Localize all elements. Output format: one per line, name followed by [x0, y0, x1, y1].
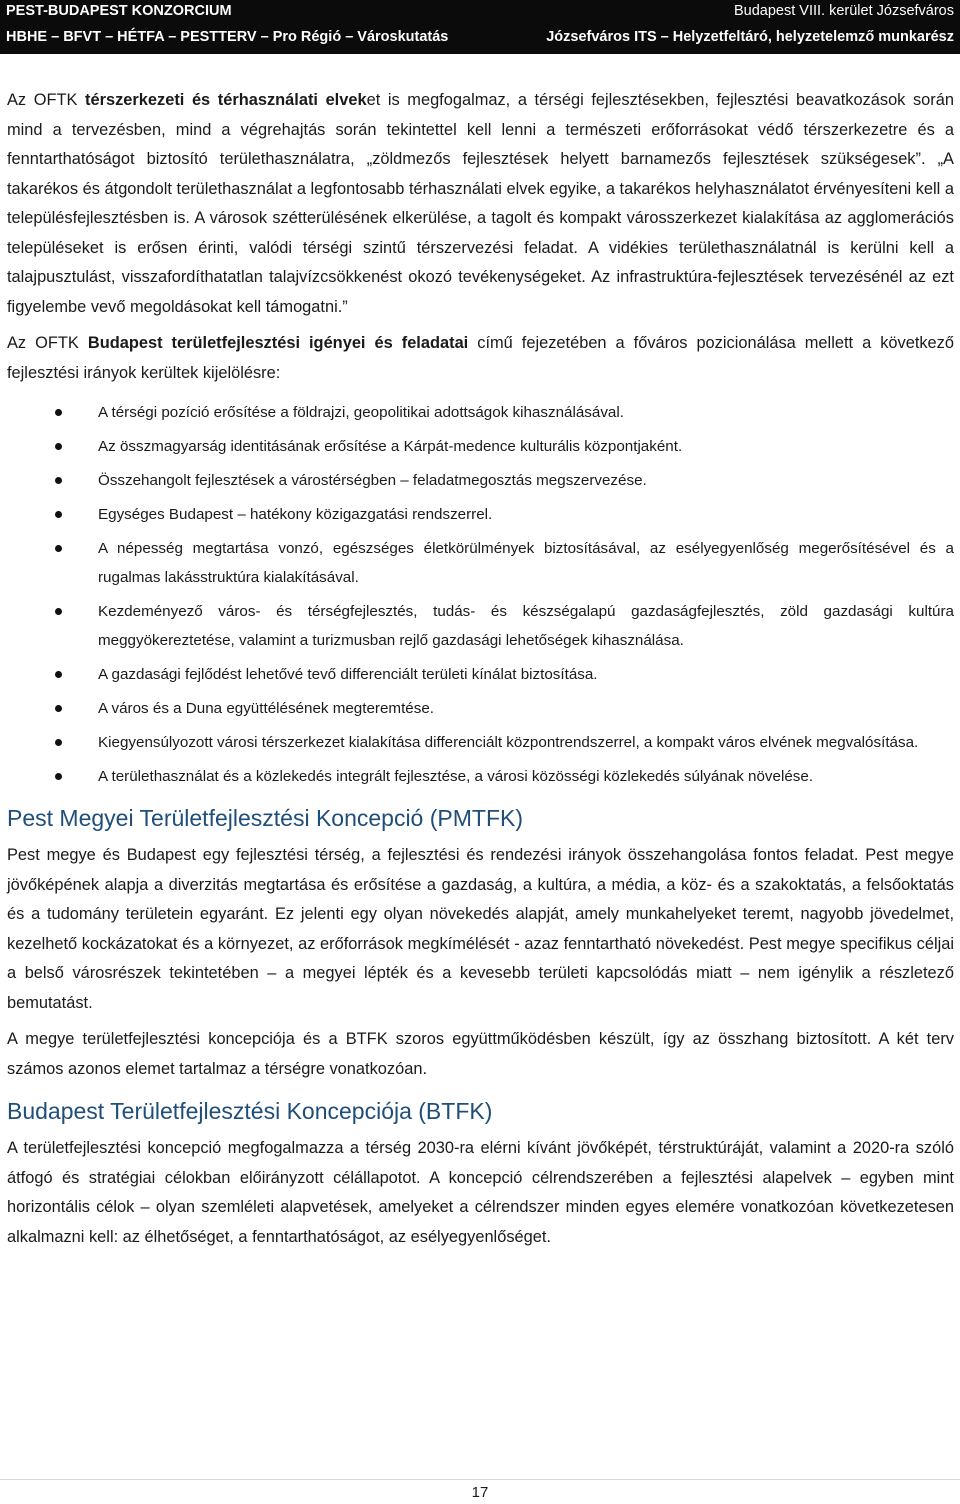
document-part: Józsefváros ITS – Helyzetfeltáró, helyzetelemző munkarész: [546, 29, 954, 45]
list-item-text: A népesség megtartása vonzó, egészséges életkörülmények biztosításával, az esélyegyenlőség megerősítésével és a rugalmas lakásstruktúra kialakításával.: [98, 540, 954, 586]
consortium-members: HBHE – BFVT – HÉTFA – PESTTERV – Pro Régió – Városkutatás: [6, 29, 449, 45]
list-item-text: A gazdasági fejlődést lehetővé tevő differenciált területi kínálat biztosítása.: [98, 666, 598, 683]
text-run: et is megfogalmaz, a térségi fejlesztésekben, fejlesztési beavatkozások során mind a tervezésben, mind a végrehajtás során tekintettel kell lenni a természeti erőforrásokat védő térszerkezetre és a fenntarthatóságot biztosító területhasználatra, „zöldmezős fejlesztések helyett barnamezős fejlesztések szükségesek”. „A takarékos és átgondolt területhasználat a legfontosabb térhasználati elvek egyike, a takarékos helyhasználatot érvényesíteni kell a településfejlesztésben is. A városok szétterülésének elkerülése, a tagolt és kompakt városszerkezet kialakítása az agglomerációs településeket is erősen érinti, valódi térségi szintű térszervezési feladat. A vidékies területhasználatnál is kerülni kell a talajpusztulást, visszafordíthatatlan talajvízcsökkenést okozó tevékenységeket. Az infrastruktúra-fejlesztések tervezésénél az ezt figyelembe vevő megoldásokat kell támogatni.”: [7, 91, 954, 316]
list-item: [7, 500, 954, 529]
emphasis-text: Budapest területfejlesztési igényei és feladatai: [87, 334, 469, 352]
section-heading-pmtfk: Pest Megyei Területfejlesztési Koncepció (PMTFK): [7, 805, 523, 831]
list-item-text: Összehangolt fejlesztések a várostérségben – feladatmegosztás megszervezése.: [98, 472, 647, 489]
paragraph-oftk-principles: [7, 86, 954, 322]
development-directions-list: [7, 398, 954, 791]
list-item: [7, 466, 954, 495]
list-item-text: A területhasználat és a közlekedés integrált fejlesztése, a városi közösségi közlekedés súlyának növelése.: [98, 768, 814, 785]
text-run: Az OFTK: [7, 91, 86, 109]
document-header: [0, 0, 960, 54]
bullet-icon: [55, 545, 62, 552]
bullet-icon: [55, 409, 62, 416]
header-row-title: [6, 0, 954, 22]
paragraph-oftk-budapest: [7, 329, 954, 388]
header-row-subtitle: [6, 26, 954, 48]
list-item-text: A város és a Duna együttélésének megteremtése.: [98, 700, 435, 717]
paragraph-pmtfk-harmony: A megye területfejlesztési koncepciója és a BTFK szoros együttműködésben készült, így az összhang biztosított. A két terv számos azonos elemet tartalmaz a térségre vonatkozóan.: [7, 1030, 954, 1078]
consortium-name: PEST-BUDAPEST KONZORCIUM: [6, 3, 232, 19]
bullet-icon: [55, 705, 62, 712]
page-number: 17: [471, 1484, 489, 1501]
district-name: Budapest VIII. kerület Józsefváros: [733, 3, 954, 19]
section-heading-btfk: Budapest Területfejlesztési Koncepciója (BTFK): [7, 1098, 493, 1124]
document-body: [7, 86, 954, 1252]
emphasis-text: térszerkezeti és térhasználati elvek: [85, 91, 367, 109]
bullet-icon: [55, 511, 62, 518]
list-item: [7, 432, 954, 461]
list-item: [7, 694, 954, 723]
bullet-icon: [55, 671, 62, 678]
bullet-icon: [55, 477, 62, 484]
bullet-icon: [55, 739, 62, 746]
list-item-text: A térségi pozíció erősítése a földrajzi, geopolitikai adottságok kihasználásával.: [98, 404, 624, 421]
list-item: [7, 597, 954, 655]
list-item: [7, 728, 954, 757]
list-item: [7, 534, 954, 592]
list-item: [7, 398, 954, 427]
list-item-text: Az összmagyarság identitásának erősítése a Kárpát-medence kulturális központjaként.: [98, 438, 683, 455]
footer-divider: [0, 1479, 960, 1480]
text-run: című fejezetében a főváros pozicionálása mellett a következő fejlesztési irányok kerültek kijelölésre:: [7, 334, 954, 382]
paragraph-btfk-concept: A területfejlesztési koncepció megfogalmazza a térség 2030-ra elérni kívánt jövőképét, térstruktúráját, valamint a 2020-ra szóló átfogó és stratégiai célokban előirányzott célállapotot. A koncepció célrendszerében a fejlesztési alapelvek – egyben mint horizontális célok – olyan szemléleti alapvetések, amelyeket a célrendszer minden egyes elemére vonatkozóan következetesen alkalmazni kell: az élhetőséget, a fenntarthatóságot, az esélyegyenlőséget.: [7, 1139, 954, 1246]
bullet-icon: [55, 773, 62, 780]
paragraph-pmtfk-vision: Pest megye és Budapest egy fejlesztési térség, a fejlesztési és rendezési irányok összehangolása fontos feladat. Pest megye jövőképének alapja a diverzitás megtartása és erősítése a gazdaság, a kultúra, a média, a köz- és a szakoktatás, a felsőoktatás és a tudomány területein egyaránt. Ez jelenti egy olyan növekedés alapját, amely munkahelyeket teremt, nagyobb jövedelmet, kezelhető kockázatokat és a környezet, az erőforrások megkímélését - azaz fenntartható növekedést. Pest megye specifikus céljai a belső városrészek tekintetében – a megyei lépték és a kevesebb területi kapcsolódás miatt – nem igénylik a részletező bemutatást.: [7, 846, 954, 1012]
list-item-text: Egységes Budapest – hatékony közigazgatási rendszerrel.: [98, 506, 493, 523]
bullet-icon: [55, 608, 62, 615]
list-item-text: Kezdeményező város- és térségfejlesztés, tudás- és készségalapú gazdaságfejlesztés, zöld gazdasági kultúra meggyökereztetése, valamint a turizmusban rejlő gazdasági lehetőségek kihasználása.: [98, 603, 954, 649]
list-item: [7, 762, 954, 791]
list-item-text: Kiegyensúlyozott városi térszerkezet kialakítása differenciált központrendszerrel, a kompakt város elvének megvalósítása.: [98, 734, 919, 751]
list-item: [7, 660, 954, 689]
bullet-icon: [55, 443, 62, 450]
text-run: Az OFTK: [7, 334, 88, 352]
